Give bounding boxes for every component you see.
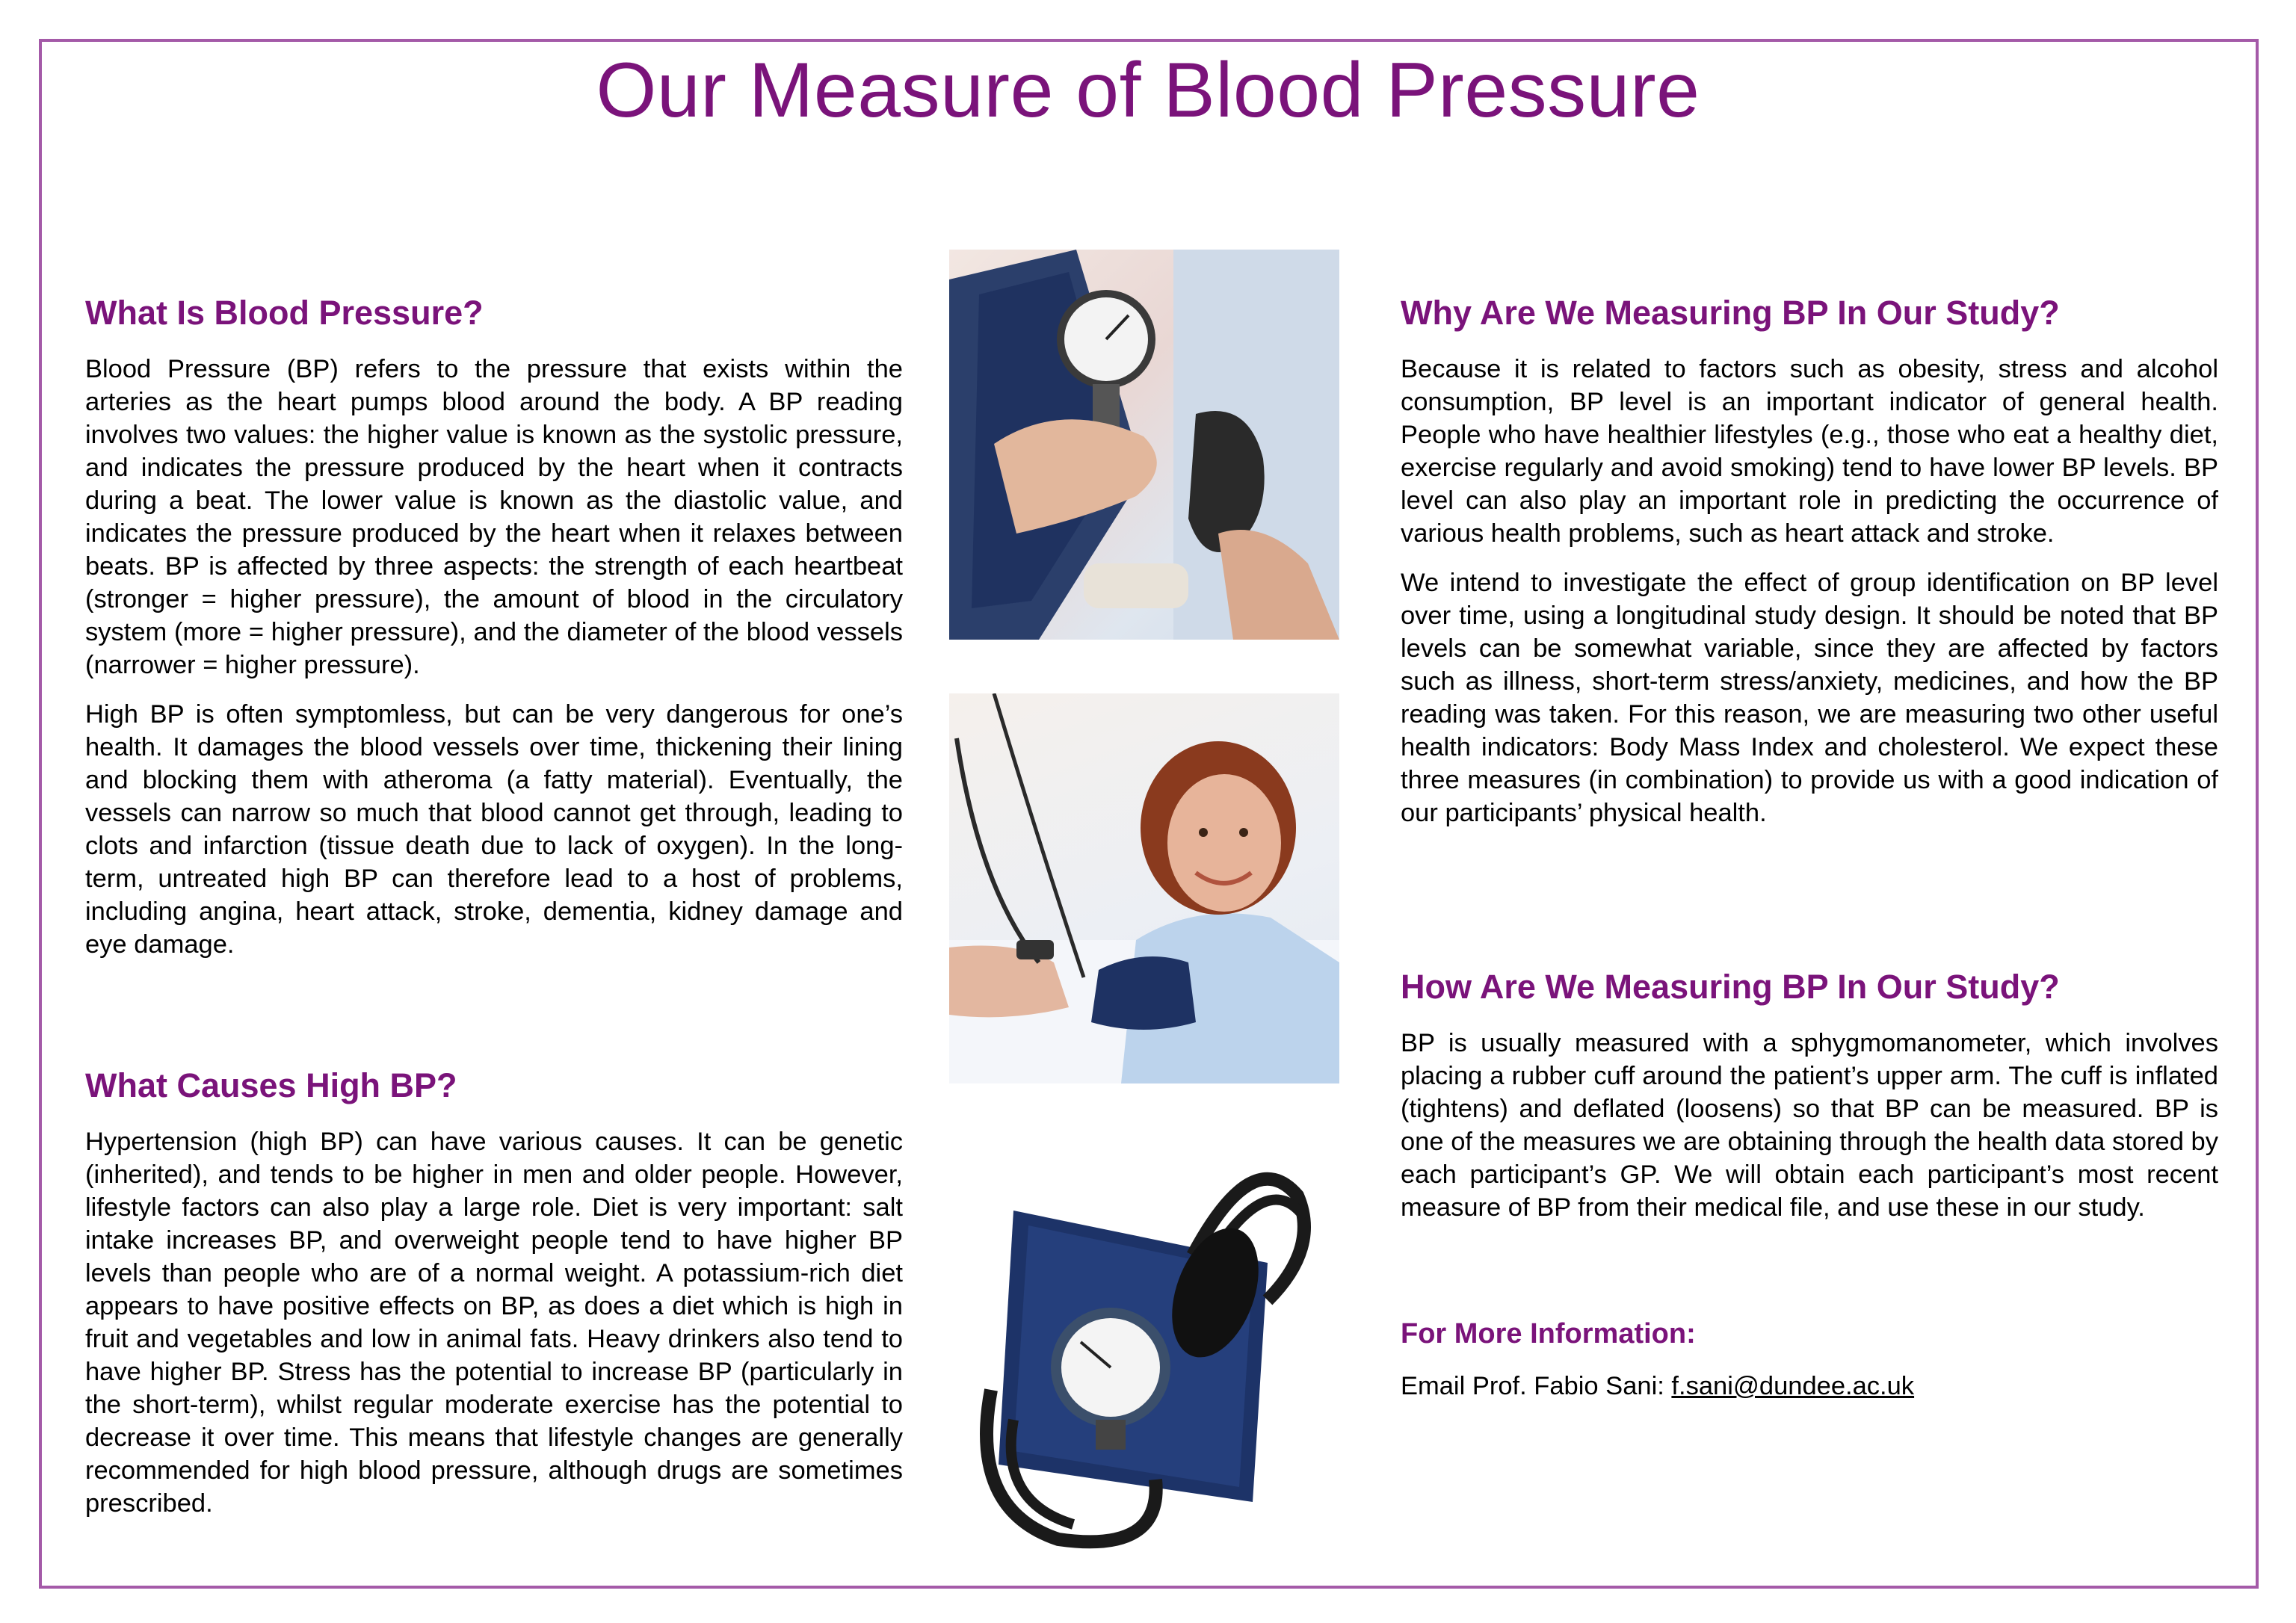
page-title: Our Measure of Blood Pressure (596, 47, 1700, 134)
contact-label: Email Prof. Fabio Sani: (1401, 1372, 1672, 1400)
photo-doctor-measuring-bp (949, 250, 1339, 640)
section-heading: What Is Blood Pressure? (85, 294, 484, 332)
photo-sphygmomanometer (969, 1151, 1320, 1569)
paragraph: High BP is often symptomless, but can be very dangerous for one’s health. It damages the blood vessels over time, thickening their lining and blocking them with atheroma (a fatty material). Eventually, the vessels can narrow so much that blood cannot get through, leading to clots and infarction (tissue death due to lack of oxygen). In the long-term, untreated high BP can therefore lead to a host of problems, including angina, heart attack, stroke, dementia, kidney damage and eye damage. (85, 700, 903, 959)
paragraph: Blood Pressure (BP) refers to the pressure that exists within the arteries as the heart pumps blood around the body. A BP reading involves two values: the higher value is known as the systolic pressure, and indicates the pressure produced by the heart when it contracts during a beat. The lower value is known as the diastolic value, and indicates the pressure produced by the heart when it relaxes between beats. BP is affected by three aspects: the strength of each heartbeat (stronger = higher pressure), the amount of blood in the circulatory system (more = higher pressure), and the diameter of the blood vessels (narrower = higher pressure). (85, 355, 903, 679)
section-how-measuring-bp (1401, 967, 2218, 1240)
doctor-gauge-illustration (949, 250, 1339, 640)
section-why-measuring-bp (1401, 293, 2218, 846)
section-what-causes-high-bp (85, 1066, 903, 1536)
patient-illustration (949, 693, 1339, 1083)
contact-heading: For More Information: (1401, 1318, 1696, 1350)
section-heading: How Are We Measuring BP In Our Study? (1401, 968, 2060, 1006)
paragraph: BP is usually measured with a sphygmomanometer, which involves placing a rubber cuff around the patient’s upper arm. The cuff is inflated (tightens) and deflated (loosens) so that BP can be measured. BP is one of the measures we are obtaining through the health data stored by each participant’s GP. We will obtain each participant’s most recent measure of BP from their medical file, and use these in our study. (1401, 1029, 2218, 1222)
photo-patient-with-cuff (949, 693, 1339, 1083)
section-contact (1401, 1318, 2218, 1419)
section-heading: What Causes High BP? (85, 1066, 457, 1104)
email-link[interactable]: f.sani@dundee.ac.uk (1671, 1372, 1915, 1400)
paragraph: Hypertension (high BP) can have various causes. It can be genetic (inherited), and tends to be higher in men and older people. However, lifestyle factors can also play a large role. Diet is very important: salt intake increases BP, and overweight people tend to have higher BP levels than people who are of a normal weight. A potassium-rich diet appears to have positive effects on BP, as does a diet which is high in fruit and vegetables and low in animal fats. Heavy drinkers also tend to have higher BP. Stress has the potential to increase BP (particularly in the short-term), whilst regular moderate exercise has the potential to decrease it over time. This means that lifestyle changes are generally recommended for high blood pressure, although drugs are sometimes prescribed. (85, 1128, 903, 1518)
paragraph: We intend to investigate the effect of group identification on BP level over time, using a longitudinal study design. It should be noted that BP levels can be somewhat variable, since they are affected by factors such as illness, short-term stress/anxiety, medicines, and how the BP reading was taken. For this reason, we are measuring two other useful health indicators: Body Mass Index and cholesterol. We expect these three measures (in combination) to provide us with a good indication of our participants’ physical health. (1401, 569, 2218, 827)
contact-line (1401, 1370, 2218, 1403)
section-what-is-bp (85, 293, 903, 977)
paragraph: Because it is related to factors such as obesity, stress and alcohol consumption, BP level is an important indicator of general health. People who have healthier lifestyles (e.g., those who eat a healthy diet, exercise regularly and avoid smoking) tend to have lower BP levels. BP level can also play an important role in predicting the occurrence of various health problems, such as heart attack and stroke. (1401, 355, 2218, 548)
sphygmomanometer-illustration (969, 1151, 1320, 1569)
section-heading: Why Are We Measuring BP In Our Study? (1401, 294, 2060, 332)
